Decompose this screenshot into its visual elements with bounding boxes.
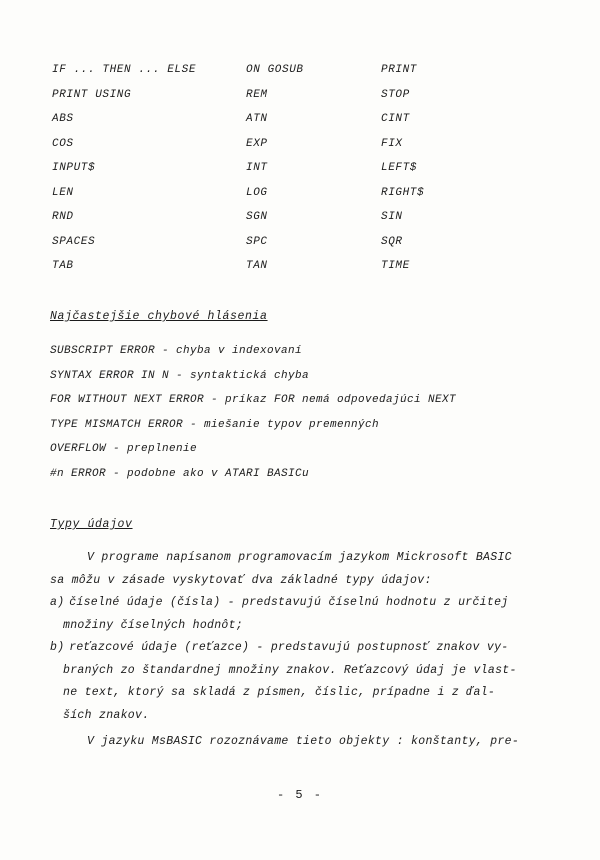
keyword: INT <box>246 162 268 174</box>
keyword: TAN <box>246 260 268 272</box>
keyword: SPC <box>246 235 268 248</box>
paragraph-line: braných zo štandardnej množiny znakov. Reťazcový údaj je vlast- <box>63 663 517 677</box>
keyword: SQR <box>381 235 403 248</box>
keyword: CINT <box>381 113 410 125</box>
item-text: číselné údaje (čísla) - predstavujú číselnú hodnotu z určitej <box>69 596 509 609</box>
error-item: FOR WITHOUT NEXT ERROR - príkaz FOR nemá odpovedajúci NEXT <box>50 394 457 406</box>
keyword: STOP <box>381 88 410 101</box>
paragraph-line: V programe napísanom programovacím jazykom Mickrosoft BASIC <box>87 551 512 564</box>
types-paragraph <box>50 551 570 758</box>
keyword: PRINT USING <box>52 88 132 101</box>
paragraph-line: ne text, ktorý sa skladá z písmen, číslic, prípadne i z ďal- <box>63 686 496 699</box>
list-item-b <box>50 641 570 664</box>
error-list <box>50 345 456 492</box>
errors-heading: Najčastejšie chybové hlásenia <box>50 310 268 323</box>
paragraph-line: V jazyku MsBASIC rozoznávame tieto objekty : konštanty, pre- <box>87 735 520 748</box>
keyword: LOG <box>246 186 268 199</box>
keyword: LEN <box>52 186 74 199</box>
keyword: EXP <box>246 137 268 150</box>
keyword: TAB <box>52 260 74 272</box>
item-text: reťazcové údaje (reťazce) - predstavujú postupnosť znakov vy- <box>69 641 509 654</box>
paragraph-line: sa môžu v zásade vyskytovať dva základné typy údajov: <box>50 573 432 587</box>
keyword: FIX <box>381 137 403 150</box>
paragraph-line: ších znakov. <box>63 708 150 722</box>
keyword: TIME <box>381 260 410 272</box>
keyword: RND <box>52 211 74 223</box>
paragraph-line: množiny číselných hodnôt; <box>63 618 244 632</box>
keyword: PRINT <box>381 64 418 76</box>
keyword: LEFT$ <box>381 162 418 174</box>
keyword: SGN <box>246 211 268 223</box>
keyword: INPUT$ <box>52 162 96 174</box>
keyword: ABS <box>52 113 74 125</box>
error-item: OVERFLOW - preplnenie <box>50 443 198 455</box>
item-label: b) <box>50 641 65 654</box>
keyword: ON GOSUB <box>246 64 304 76</box>
list-item-a <box>50 596 570 619</box>
keyword: RIGHT$ <box>381 186 425 199</box>
keyword: SPACES <box>52 235 96 248</box>
error-item: SYNTAX ERROR IN N - syntaktická chyba <box>50 369 310 382</box>
error-item: #n ERROR - podobne ako v ATARI BASICu <box>50 467 310 480</box>
error-item: SUBSCRIPT ERROR - chyba v indexovaní <box>50 345 303 357</box>
types-heading: Typy údajov <box>50 518 133 531</box>
keyword: REM <box>246 88 268 101</box>
page-number: - 5 - <box>276 788 323 802</box>
keyword: SIN <box>381 211 403 223</box>
error-item: TYPE MISMATCH ERROR - miešanie typov premenných <box>50 418 380 431</box>
keyword: IF ... THEN ... ELSE <box>52 64 197 76</box>
keyword: COS <box>52 137 74 150</box>
item-label: a) <box>50 596 65 609</box>
keyword: ATN <box>246 113 268 125</box>
